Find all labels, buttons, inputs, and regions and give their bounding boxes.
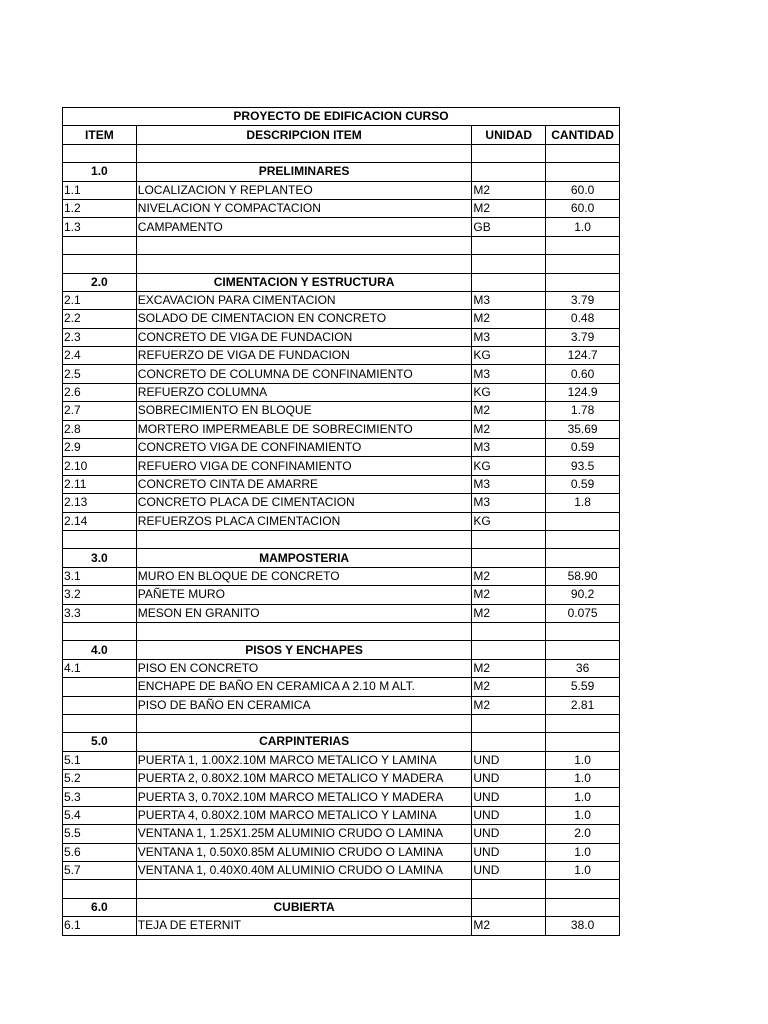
quantity-cell: 0.075 [546,604,620,622]
quantity-cell: 1.8 [546,494,620,512]
item-cell: 2.1 [63,291,137,309]
quantity-cell: 0.60 [546,365,620,383]
unit-cell: M2 [472,678,546,696]
table-row [63,439,620,457]
item-cell: 4.1 [63,659,137,677]
unit-cell: UND [472,751,546,769]
quantity-cell [546,549,620,567]
section-row [63,733,620,751]
item-cell: 5.0 [63,733,137,751]
quantity-cell: 2.0 [546,825,620,843]
unit-cell [472,641,546,659]
item-cell: 3.0 [63,549,137,567]
table-row [63,843,620,861]
table-row [63,181,620,199]
table-row [63,291,620,309]
table-row [63,475,620,493]
quantity-cell [546,880,620,898]
quantity-cell: 60.0 [546,199,620,217]
item-cell: 5.4 [63,806,137,824]
description-cell: VENTANA 1, 0.50X0.85M ALUMINIO CRUDO O LAMINA [136,843,472,861]
header-item: ITEM [63,126,137,144]
quantity-cell: 0.48 [546,310,620,328]
unit-cell [472,622,546,640]
quantity-cell: 1.0 [546,788,620,806]
item-cell [63,696,137,714]
table-row [63,347,620,365]
description-cell [136,530,472,548]
description-cell: PAÑETE MURO [136,586,472,604]
description-cell: MESON EN GRANITO [136,604,472,622]
unit-cell [472,273,546,291]
table-row [63,365,620,383]
quantity-cell [546,530,620,548]
unit-cell [472,714,546,732]
table-row [63,659,620,677]
description-cell: CONCRETO VIGA DE CONFINAMIENTO [136,439,472,457]
unit-cell [472,163,546,181]
blank-row [63,530,620,548]
unit-cell: M2 [472,586,546,604]
item-cell: 2.11 [63,475,137,493]
item-cell: 2.6 [63,383,137,401]
item-cell: 2.4 [63,347,137,365]
description-cell: CONCRETO DE VIGA DE FUNDACION [136,328,472,346]
item-cell: 2.9 [63,439,137,457]
item-cell [63,530,137,548]
unit-cell: KG [472,457,546,475]
unit-cell: UND [472,788,546,806]
description-cell: LOCALIZACION Y REPLANTEO [136,181,472,199]
quantity-cell: 5.59 [546,678,620,696]
section-row [63,641,620,659]
quantity-cell: 1.0 [546,218,620,236]
description-cell: SOBRECIMIENTO EN BLOQUE [136,402,472,420]
unit-cell [472,898,546,916]
item-cell [63,714,137,732]
unit-cell [472,530,546,548]
header-unidad: UNIDAD [472,126,546,144]
section-row [63,163,620,181]
description-cell: PISO DE BAÑO EN CERAMICA [136,696,472,714]
item-cell: 1.1 [63,181,137,199]
item-cell: 5.5 [63,825,137,843]
table-row [63,751,620,769]
quantity-cell [546,733,620,751]
quantity-cell: 3.79 [546,291,620,309]
unit-cell: GB [472,218,546,236]
quantity-cell [546,622,620,640]
item-cell [63,236,137,254]
item-cell: 2.14 [63,512,137,530]
quantity-cell: 1.0 [546,751,620,769]
description-cell: CARPINTERIAS [136,733,472,751]
quantity-cell: 38.0 [546,917,620,935]
item-cell: 5.3 [63,788,137,806]
item-cell: 1.0 [63,163,137,181]
section-row [63,898,620,916]
item-cell: 4.0 [63,641,137,659]
item-cell: 2.0 [63,273,137,291]
quantity-cell: 124.7 [546,347,620,365]
unit-cell: M2 [472,199,546,217]
quantity-cell [546,898,620,916]
table-row [63,512,620,530]
item-cell: 5.2 [63,770,137,788]
item-cell: 5.7 [63,862,137,880]
item-cell: 2.2 [63,310,137,328]
table-row [63,604,620,622]
description-cell: PRELIMINARES [136,163,472,181]
description-cell: PUERTA 3, 0.70X2.10M MARCO METALICO Y MADERA [136,788,472,806]
item-cell: 5.1 [63,751,137,769]
header-cantidad: CANTIDAD [546,126,620,144]
table-row [63,494,620,512]
unit-cell [472,549,546,567]
table-body [63,144,620,935]
quantity-cell [546,714,620,732]
item-cell: 2.13 [63,494,137,512]
item-cell: 2.10 [63,457,137,475]
section-row [63,549,620,567]
description-cell: PISOS Y ENCHAPES [136,641,472,659]
description-cell: CONCRETO PLACA DE CIMENTACION [136,494,472,512]
item-cell: 6.1 [63,917,137,935]
table-row [63,696,620,714]
unit-cell: M2 [472,659,546,677]
unit-cell [472,144,546,162]
description-cell: REFUERZO DE VIGA DE FUNDACION [136,347,472,365]
spreadsheet-table [62,107,620,936]
unit-cell: UND [472,825,546,843]
description-cell: ENCHAPE DE BAÑO EN CERAMICA A 2.10 M ALT. [136,678,472,696]
unit-cell: M2 [472,604,546,622]
quantity-cell: 1.0 [546,862,620,880]
item-cell [63,144,137,162]
description-cell: PISO EN CONCRETO [136,659,472,677]
table-row [63,383,620,401]
table-row [63,420,620,438]
description-cell: EXCAVACION PARA CIMENTACION [136,291,472,309]
unit-cell: M3 [472,365,546,383]
quantity-cell: 90.2 [546,586,620,604]
blank-row [63,236,620,254]
table-row [63,788,620,806]
item-cell [63,880,137,898]
quantity-cell [546,512,620,530]
section-row [63,273,620,291]
table-row [63,862,620,880]
table-row [63,678,620,696]
description-cell [136,880,472,898]
description-cell: PUERTA 1, 1.00X2.10M MARCO METALICO Y LAMINA [136,751,472,769]
quantity-cell [546,144,620,162]
item-cell [63,622,137,640]
quantity-cell [546,236,620,254]
description-cell: NIVELACION Y COMPACTACION [136,199,472,217]
unit-cell: M2 [472,402,546,420]
description-cell: MAMPOSTERIA [136,549,472,567]
description-cell: REFUERZO COLUMNA [136,383,472,401]
unit-cell [472,880,546,898]
unit-cell: KG [472,347,546,365]
table-row [63,567,620,585]
unit-cell: M3 [472,475,546,493]
quantity-cell: 1.0 [546,843,620,861]
unit-cell: M3 [472,439,546,457]
blank-row [63,880,620,898]
table-row [63,806,620,824]
description-cell: VENTANA 1, 0.40X0.40M ALUMINIO CRUDO O LAMINA [136,862,472,880]
description-cell [136,236,472,254]
quantity-cell [546,255,620,273]
description-cell: SOLADO DE CIMENTACION EN CONCRETO [136,310,472,328]
item-cell: 2.5 [63,365,137,383]
description-cell: MORTERO IMPERMEABLE DE SOBRECIMIENTO [136,420,472,438]
blank-row [63,622,620,640]
item-cell: 2.3 [63,328,137,346]
table-row [63,586,620,604]
item-cell: 3.2 [63,586,137,604]
unit-cell: M2 [472,181,546,199]
blank-row [63,144,620,162]
item-cell [63,255,137,273]
quantity-cell: 2.81 [546,696,620,714]
table-row [63,310,620,328]
header-descripcion: DESCRIPCION ITEM [136,126,472,144]
table-row [63,218,620,236]
description-cell: CONCRETO DE COLUMNA DE CONFINAMIENTO [136,365,472,383]
unit-cell: UND [472,806,546,824]
quantity-cell: 60.0 [546,181,620,199]
description-cell [136,714,472,732]
unit-cell: KG [472,383,546,401]
unit-cell: M3 [472,328,546,346]
item-cell: 2.8 [63,420,137,438]
quantity-cell: 124.9 [546,383,620,401]
unit-cell: UND [472,843,546,861]
quantity-cell [546,273,620,291]
description-cell: PUERTA 4, 0.80X2.10M MARCO METALICO Y LAMINA [136,806,472,824]
item-cell: 3.1 [63,567,137,585]
item-cell: 2.7 [63,402,137,420]
table-row [63,199,620,217]
quantity-cell: 93.5 [546,457,620,475]
description-cell [136,144,472,162]
description-cell: REFUERO VIGA DE CONFINAMIENTO [136,457,472,475]
title-row [63,108,620,126]
header-row [63,126,620,144]
item-cell: 1.2 [63,199,137,217]
unit-cell [472,236,546,254]
unit-cell: UND [472,862,546,880]
blank-row [63,255,620,273]
unit-cell: UND [472,770,546,788]
unit-cell: M2 [472,310,546,328]
quantity-cell: 36 [546,659,620,677]
unit-cell [472,733,546,751]
description-cell [136,255,472,273]
quantity-cell: 0.59 [546,475,620,493]
unit-cell: M3 [472,291,546,309]
blank-row [63,714,620,732]
unit-cell: KG [472,512,546,530]
table-row [63,402,620,420]
description-cell: CONCRETO CINTA DE AMARRE [136,475,472,493]
item-cell: 6.0 [63,898,137,916]
table-row [63,917,620,935]
quantity-cell: 1.78 [546,402,620,420]
unit-cell: M2 [472,567,546,585]
description-cell: CUBIERTA [136,898,472,916]
quantity-cell [546,641,620,659]
table-row [63,770,620,788]
unit-cell [472,255,546,273]
table-row [63,457,620,475]
item-cell [63,678,137,696]
quantity-cell: 35.69 [546,420,620,438]
description-cell: PUERTA 2, 0.80X2.10M MARCO METALICO Y MADERA [136,770,472,788]
unit-cell: M2 [472,420,546,438]
budget-table [62,107,620,936]
table-row [63,825,620,843]
unit-cell: M2 [472,917,546,935]
project-title: PROYECTO DE EDIFICACION CURSO [63,108,620,126]
description-cell: CIMENTACION Y ESTRUCTURA [136,273,472,291]
item-cell: 1.3 [63,218,137,236]
quantity-cell: 0.59 [546,439,620,457]
quantity-cell: 1.0 [546,770,620,788]
unit-cell: M3 [472,494,546,512]
description-cell: REFUERZOS PLACA CIMENTACION [136,512,472,530]
quantity-cell: 58.90 [546,567,620,585]
table-row [63,328,620,346]
description-cell: CAMPAMENTO [136,218,472,236]
item-cell: 3.3 [63,604,137,622]
quantity-cell: 1.0 [546,806,620,824]
quantity-cell: 3.79 [546,328,620,346]
quantity-cell [546,163,620,181]
item-cell: 5.6 [63,843,137,861]
description-cell: MURO EN BLOQUE DE CONCRETO [136,567,472,585]
description-cell: TEJA DE ETERNIT [136,917,472,935]
description-cell [136,622,472,640]
description-cell: VENTANA 1, 1.25X1.25M ALUMINIO CRUDO O LAMINA [136,825,472,843]
unit-cell: M2 [472,696,546,714]
